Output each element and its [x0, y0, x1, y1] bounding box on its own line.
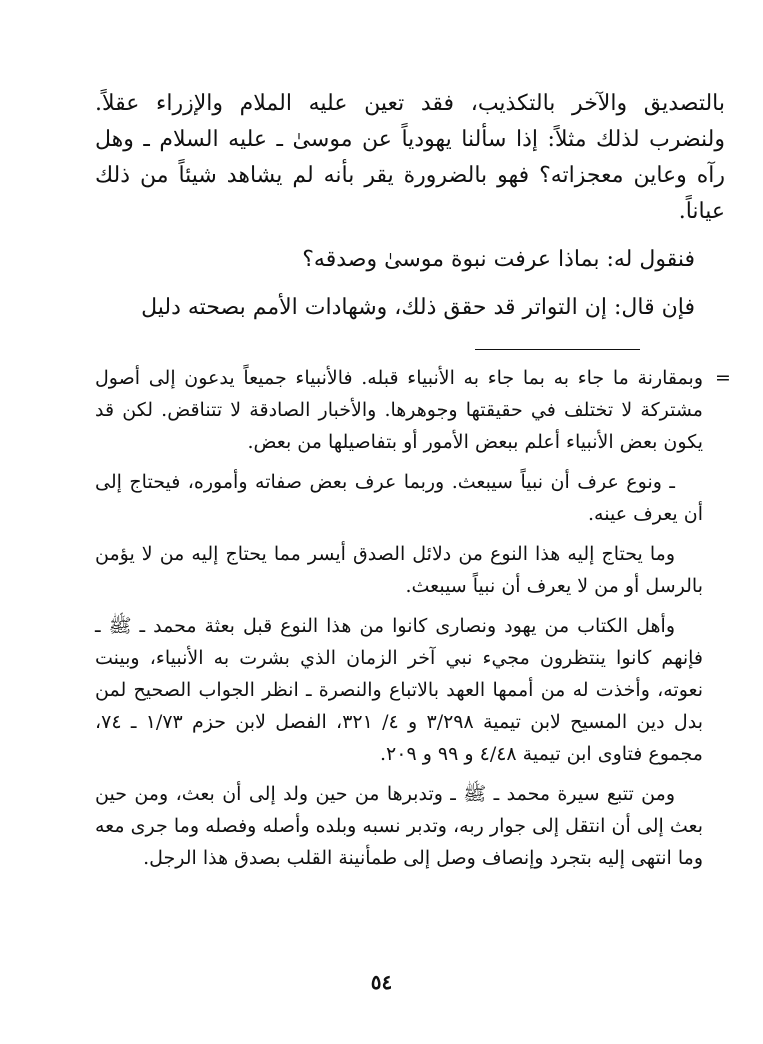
main-paragraph-1: بالتصديق والآخر بالتكذيب، فقد تعين عليه الملام والإزراء عقلاً. ولنضرب لذلك مثلاً: إذا سألنا يهودياً عن موسىٰ ـ عليه السلام ـ وهل رآه وعاين معجزاته؟ فهو بالضرورة يقر بأنه لم يشاهد شيئاً من ذلك عياناً. [95, 91, 725, 224]
footnote-continuation-mark: = [715, 367, 731, 389]
footnote-paragraph-4: وأهل الكتاب من يهود ونصارى كانوا من هذا النوع قبل بعثة محمد ـ ﷺ ـ فإنهم كانوا ينتظرون مجيء نبي آخر الزمان الذي بشرت به الأنبياء، وبينت نعوته، وأخذت له من أممها العهد بالاتباع والنصرة ـ انظر الجواب الصحيح لمن بدل دين المسيح لابن تيمية ٣/٢٩٨ و ٤/ ٣٢١، الفصل لابن حزم ١/٧٣ ـ ٧٤، مجموع فتاوى ابن تيمية ٤/٤٨ و ٩٩ و ٢٠٩. [95, 615, 703, 765]
footnotes [95, 362, 703, 874]
main-text [95, 86, 725, 326]
page-number: ٥٤ [370, 970, 393, 994]
main-paragraph-3: فإن قال: إن التواتر قد حقق ذلك، وشهادات الأمم بصحته دليل [141, 295, 695, 320]
footnote-paragraph-2: ـ ونوع عرف أن نبياً سيبعث. وربما عرف بعض صفاته وأموره، فيحتاج إلى أن يعرف عينه. [95, 471, 703, 525]
footnote-separator [475, 349, 640, 350]
footnote-paragraph-3: وما يحتاج إليه هذا النوع من دلائل الصدق أيسر مما يحتاج إليه من لا يؤمن بالرسل أو من لا يعرف أن نبياً سيبعث. [95, 543, 703, 597]
footnote-paragraph-1: وبمقارنة ما جاء به بما جاء به الأنبياء قبله. فالأنبياء جميعاً يدعون إلى أصول مشتركة لا تختلف في حقيقتها وجوهرها. والأخبار الصادقة لا تتناقض. لكن قد يكون بعض الأنبياء أعلم ببعض الأمور أو بتفاصيلها من بعض. [95, 367, 703, 453]
footnote-paragraph-5: ومن تتبع سيرة محمد ـ ﷺ ـ وتدبرها من حين ولد إلى أن بعث، ومن حين بعث إلى أن انتقل إلى جوار ربه، وتدبر نسبه وبلده وأصله وفصله وما جرى معه وما انتهى إليه بتجرد وإنصاف وصل إلى طمأنينة القلب بصدق هذا الرجل. [95, 783, 703, 869]
main-paragraph-2: فنقول له: بماذا عرفت نبوة موسىٰ وصدقه؟ [302, 247, 695, 272]
